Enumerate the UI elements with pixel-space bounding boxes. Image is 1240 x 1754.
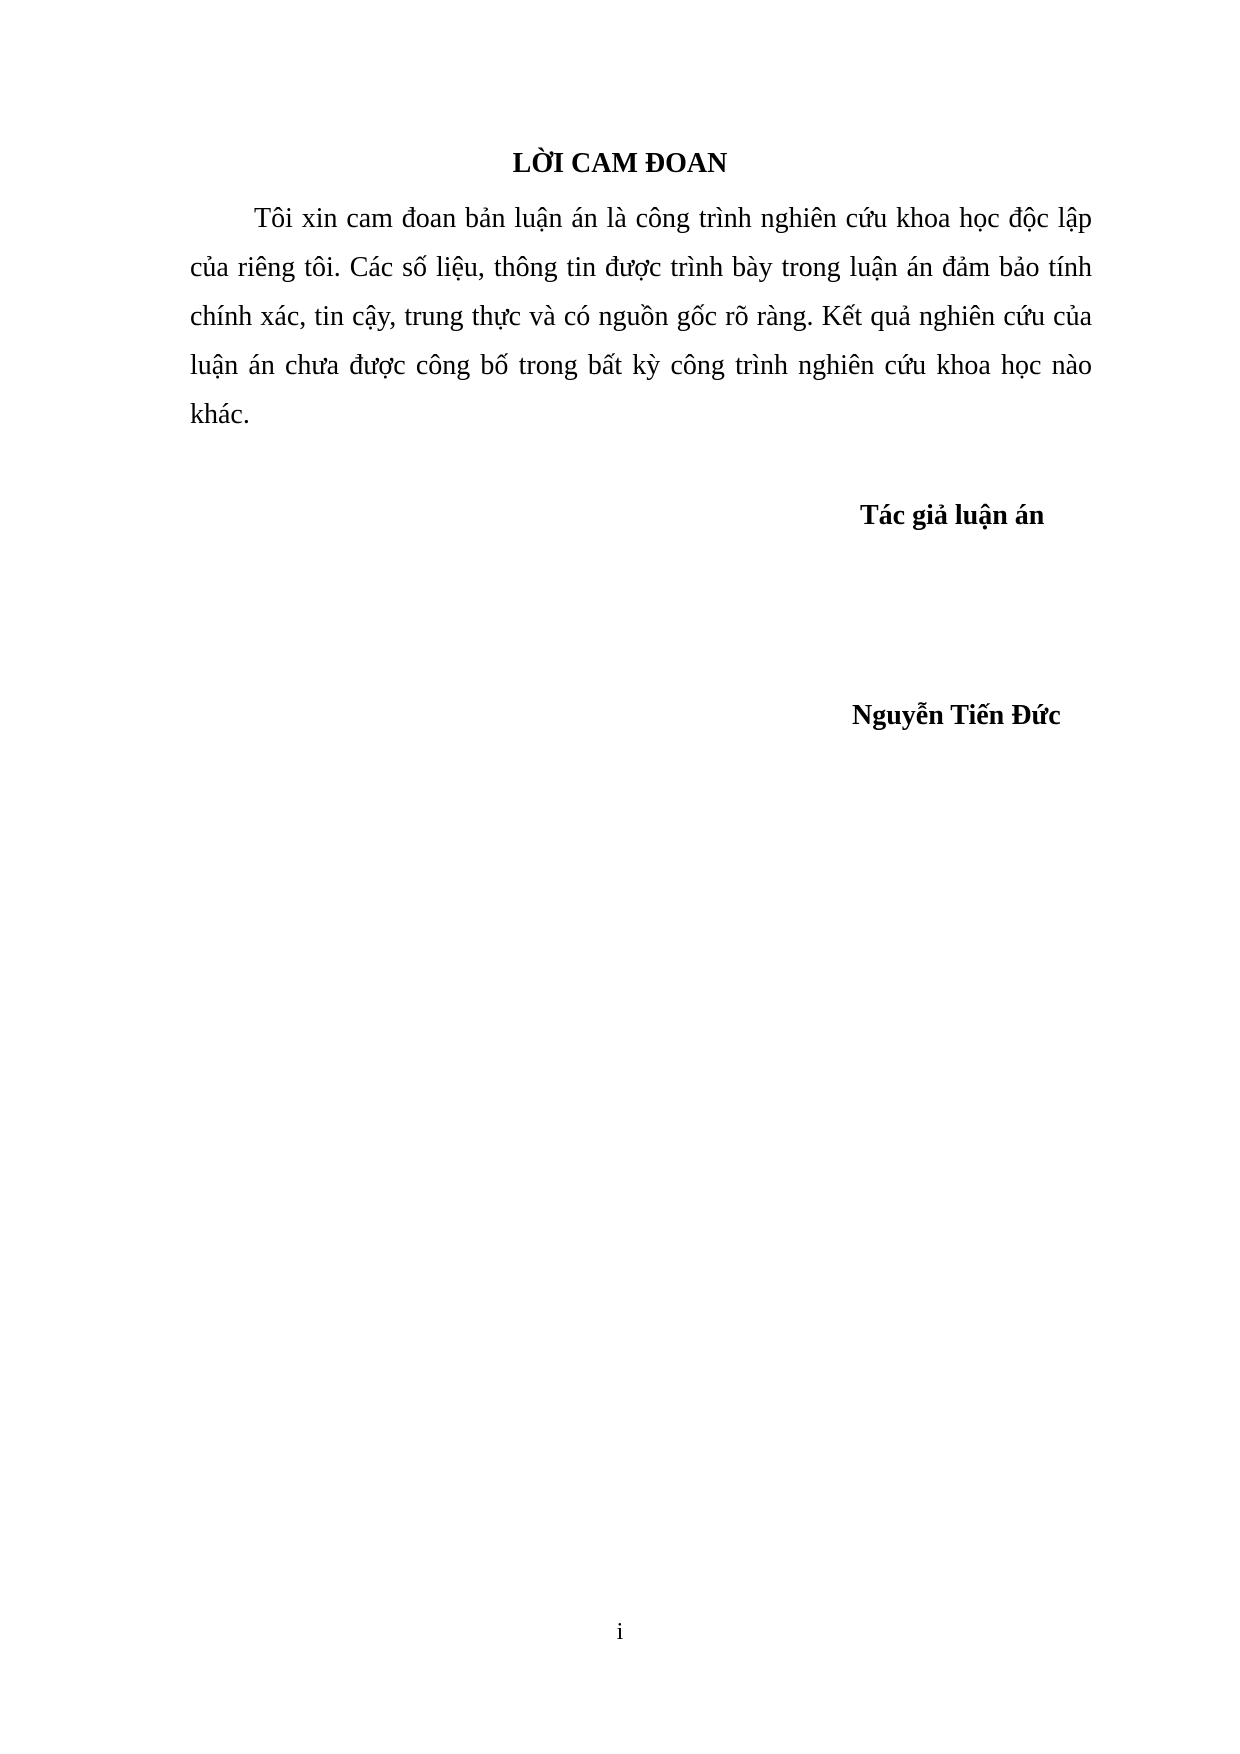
signature-title: Tác giả luận án bbox=[860, 500, 1045, 531]
author-name: Nguyễn Tiến Đức bbox=[852, 700, 1061, 731]
declaration-paragraph: Tôi xin cam đoan bản luận án là công trình nghiên cứu khoa học độc lập của riêng tôi. Các số liệu, thông tin được trình bày trong luận án đảm bảo tính chính xác, tin cậy, trung thực và có nguồn gốc rõ ràng. Kết quả nghiên cứu của luận án chưa được công bố trong bất kỳ công trình nghiên cứu khoa học nào khác. bbox=[190, 203, 1092, 430]
page-number: i bbox=[616, 1619, 624, 1645]
page-title: LỜI CAM ĐOAN bbox=[512, 148, 728, 179]
